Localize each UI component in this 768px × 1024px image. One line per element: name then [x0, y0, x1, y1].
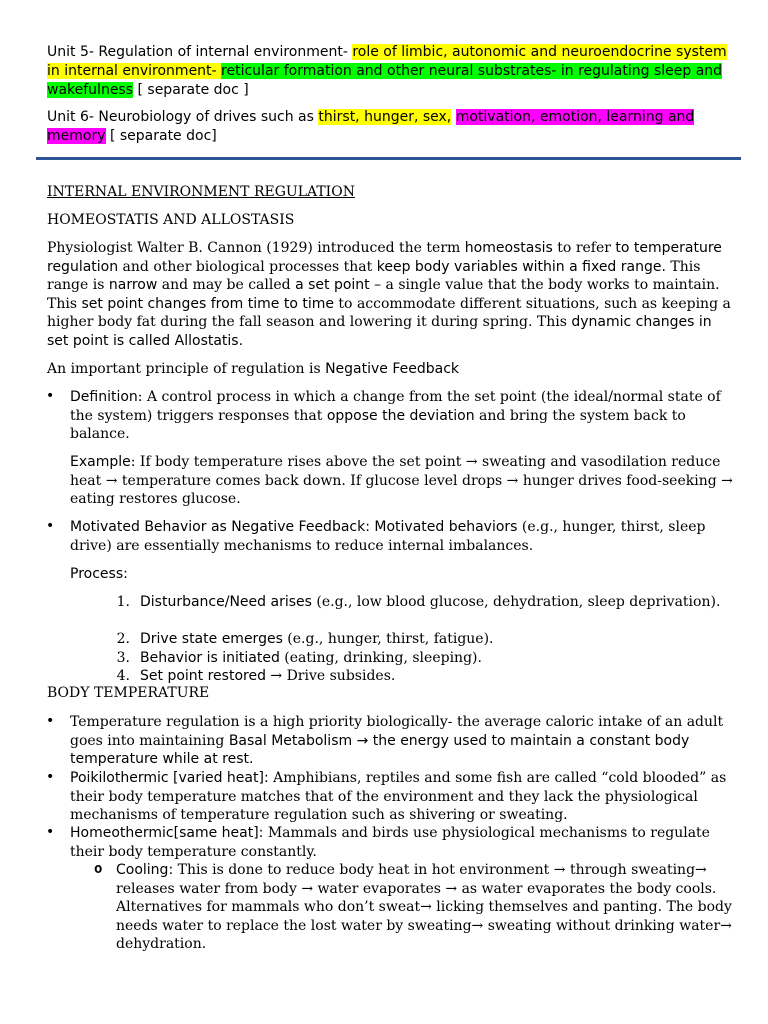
- para-text: and other biological processes that: [118, 258, 377, 275]
- homeostasis-paragraph: [47, 239, 737, 351]
- unit6-heading: [47, 108, 737, 146]
- unit6-prefix: Unit 6- Neurobiology of drives such as: [47, 109, 319, 125]
- body-temp-bold: Homeothermic[same heat]:: [70, 825, 264, 841]
- list-bold: Behavior is initiated: [140, 649, 280, 666]
- unit5-suffix: [ separate doc ]: [133, 82, 249, 98]
- unit6-suffix: [ separate doc]: [105, 128, 217, 144]
- homeostasis-subtitle: HOMEOSTATIS AND ALLOSTASIS: [47, 212, 295, 228]
- para-text: to refer: [552, 240, 616, 256]
- process-list: [110, 593, 740, 686]
- process-label: [70, 565, 128, 584]
- bullet-dot: •: [46, 769, 55, 785]
- principle-text: An important principle of regulation is: [47, 361, 326, 377]
- cooling-text: This is done to reduce body heat in hot environment → through sweating→ releases water from body → water evaporates → as water evaporates the body cools. Alternatives for mammals who don’t sweat→ licking themselves and panting. The body needs water to replace the lost water by sweating→ sweating without drinking water→ dehydration.: [116, 862, 732, 953]
- unit5-heading: [47, 43, 737, 100]
- list-bold: Drive state emerges: [140, 631, 283, 647]
- para-text: – a single value that the body works to maintain. This: [47, 277, 720, 312]
- list-item: [110, 630, 740, 649]
- principle-line: [47, 360, 737, 379]
- body-temp-text: Mammals and birds use physiological mechanisms to regulate their body temperature constantly.: [70, 825, 710, 860]
- para-bold: narrow: [108, 277, 158, 294]
- example-label: Example: [70, 454, 131, 470]
- sub-bullet-marker: o: [94, 861, 103, 877]
- list-number: 4.: [116, 668, 130, 685]
- list-item: [110, 649, 740, 668]
- body-temp-bold: Poikilothermic [varied heat]:: [70, 770, 269, 786]
- definition-text: : A control process in which a change from the set point (the ideal/normal state of the system) triggers responses that: [70, 389, 721, 424]
- body-temperature-heading: BODY TEMPERATURE: [47, 685, 210, 701]
- unit6-highlight-yellow: thirst, hunger, sex,: [318, 109, 452, 125]
- cooling-item: [116, 861, 736, 954]
- motivated-text: (e.g., hunger, thirst, sleep drive) are essentially mechanisms to reduce internal imbalances.: [70, 519, 706, 554]
- header-divider: [36, 157, 741, 160]
- para-bold: to temperature regulation: [47, 240, 722, 275]
- body-temp-text: Amphibians, reptiles and some fish are called “cold blooded” as their body temperature matches that of the environment and they lack the physiological mechanisms of temperature regulation such as shivering or sweating.: [70, 770, 727, 824]
- list-text: → Drive subsides.: [265, 668, 396, 685]
- body-temp-item-homeothermic: [70, 824, 738, 861]
- para-bold: homeostasis: [464, 240, 553, 256]
- section-title: INTERNAL ENVIRONMENT REGULATION: [47, 184, 355, 200]
- para-text: and may be called: [157, 277, 296, 294]
- bullet-dot: •: [46, 518, 55, 534]
- list-text: (eating, drinking, sleeping).: [279, 649, 482, 666]
- body-temp-item-metabolism: [70, 713, 738, 769]
- motivated-item: [70, 518, 738, 555]
- list-item: [110, 667, 740, 686]
- list-bold: Set point restored: [140, 668, 266, 685]
- list-item: [110, 593, 740, 630]
- para-bold: a set point: [295, 277, 370, 294]
- cooling-label: Cooling:: [116, 862, 174, 878]
- list-bold: Disturbance/Need arises: [140, 594, 312, 610]
- unit5-prefix: Unit 5- Regulation of internal environment-: [47, 44, 353, 60]
- principle-bold: Negative Feedback: [325, 361, 460, 377]
- para-text: to accommodate different situations, such as keeping a higher body fat during the fall season and lowering it during spring. This: [47, 295, 731, 331]
- motivated-bold: Motivated Behavior as Negative Feedback: Motivated behaviors: [70, 519, 518, 535]
- para-text: This range is: [47, 258, 701, 294]
- unit5-highlight-green: reticular formation and other neural substrates- in regulating sleep and wakefulness: [47, 63, 723, 98]
- process-label-text: Process:: [70, 566, 128, 582]
- body-temp-bold: Basal Metabolism → the energy used to maintain a constant body temperature while at rest.: [70, 732, 690, 768]
- list-number: 1.: [116, 594, 130, 610]
- body-temp-text: Temperature regulation is a high priority biologically- the average caloric intake of an adult goes into maintaining: [70, 714, 724, 749]
- definition-item: [70, 388, 738, 444]
- para-bold: set point changes from time to time: [81, 295, 334, 312]
- unit6-highlight-magenta: motivation, emotion, learning and memory: [47, 109, 695, 144]
- body-temp-item-poikilothermic: [70, 769, 738, 825]
- bullet-dot: •: [46, 388, 55, 404]
- definition-bold: oppose the deviation: [326, 407, 475, 424]
- bullet-dot: •: [46, 713, 55, 729]
- definition-text: and bring the system back to balance.: [70, 407, 686, 443]
- para-bold: keep body variables within a fixed range.: [376, 258, 666, 275]
- list-text: (e.g., hunger, thirst, fatigue).: [282, 631, 494, 647]
- para-bold: dynamic changes in set point is called Allostatis.: [47, 314, 712, 349]
- example-text: : If body temperature rises above the set point → sweating and vasodilation reduce heat → temperature comes back down. If glucose level drops → hunger drives food-seeking → eating restores glucose.: [70, 454, 733, 508]
- example-item: [70, 453, 738, 509]
- list-number: 3.: [116, 649, 130, 666]
- definition-label: Definition: [70, 389, 138, 405]
- para-text: Physiologist Walter B. Cannon (1929) introduced the term: [47, 240, 465, 256]
- list-text: (e.g., low blood glucose, dehydration, sleep deprivation).: [311, 594, 721, 610]
- unit5-highlight-yellow: role of limbic, autonomic and neuroendocrine system in internal environment-: [47, 44, 727, 79]
- list-number: 2.: [116, 631, 130, 647]
- bullet-dot: •: [46, 824, 55, 840]
